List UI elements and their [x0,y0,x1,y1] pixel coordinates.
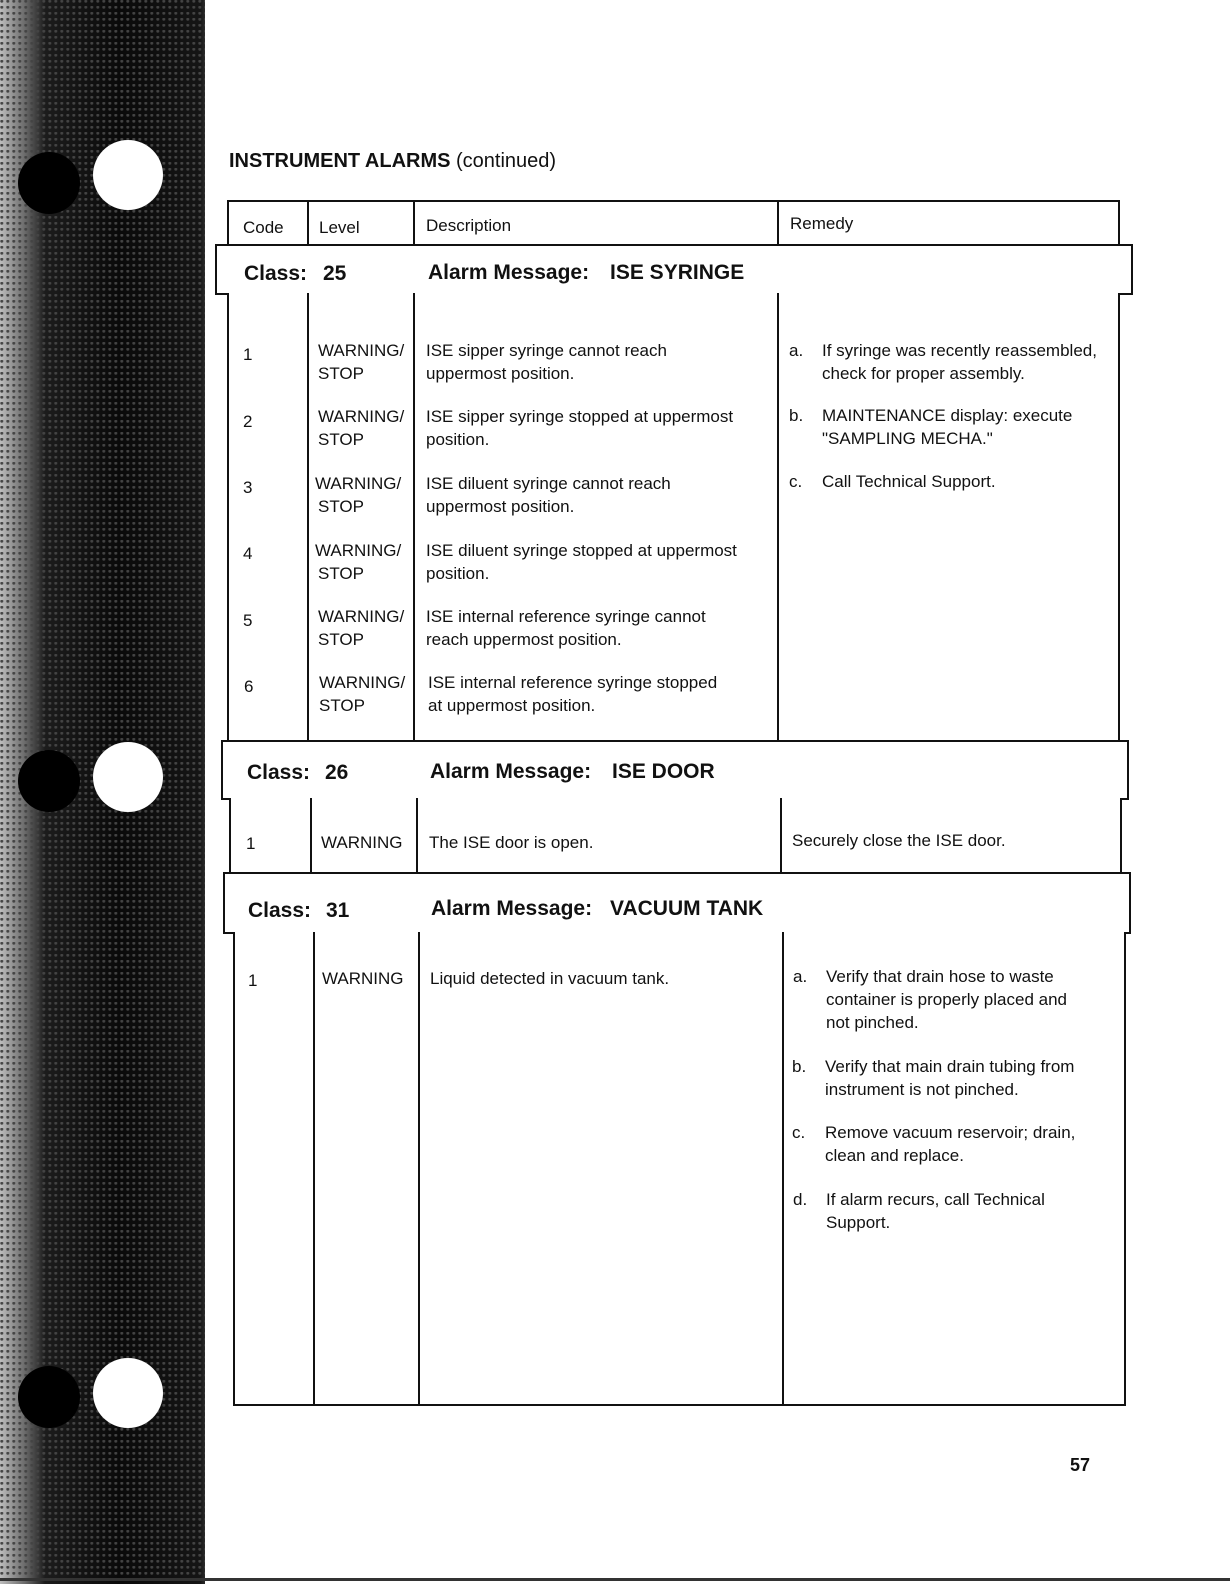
row-level: WARNING/ STOP [319,673,406,715]
remedy-item: c. Remove vacuum reservoir; drain, clean and replace. [792,1123,1076,1165]
header-remedy: Remedy [790,214,854,233]
row-description: ISE internal reference syringe cannot reach uppermost position. [426,607,706,649]
class-number: 25 [323,262,347,285]
class-label: Class: [247,761,311,784]
row-level: WARNING/ STOP [318,407,405,449]
remedy-item: a. Verify that drain hose to waste container is properly placed and not pinched. [793,967,1067,1032]
class-number: 26 [325,761,349,784]
alarm-label: Alarm Message: [431,897,593,920]
remedy-item: d. If alarm recurs, call Technical Support. [793,1190,1045,1232]
punch-hole-middle [93,742,163,812]
row-description: The ISE door is open. [429,833,594,852]
row-description: ISE sipper syringe stopped at uppermost position. [426,407,734,449]
punch-hole-shadow-middle [18,750,80,812]
page-number: 57 [1070,1455,1091,1475]
row-code: 5 [243,611,253,630]
row-code: 1 [243,345,253,364]
page-title: INSTRUMENT ALARMS (continued) [229,150,557,172]
row-description: ISE diluent syringe stopped at uppermost position. [426,541,737,583]
row-level: WARNING/ STOP [318,341,405,383]
row-code: 6 [244,677,254,696]
alarm-message: ISE SYRINGE [610,261,745,284]
remedy-item: b. Verify that main drain tubing from instrument is not pinched. [792,1057,1075,1099]
row-description: ISE sipper syringe cannot reach uppermost position. [426,341,667,383]
row-level: WARNING/ STOP [318,607,405,649]
class-label: Class: [244,262,308,285]
alarm-label: Alarm Message: [428,261,590,284]
row-code: 1 [246,834,256,853]
row-description: ISE internal reference syringe stopped at uppermost position. [428,673,718,715]
remedy-item: a. If syringe was recently reassembled, check for proper assembly. [789,341,1097,383]
punch-hole-shadow-top [18,152,80,214]
header-code: Code [243,218,284,237]
row-code: 4 [243,544,253,563]
class-26-bar [221,740,1129,800]
class-label: Class: [248,899,312,922]
class-25-bar [215,244,1133,295]
class-number: 31 [326,899,350,922]
punch-hole-bottom [93,1358,163,1428]
alarm-message: VACUUM TANK [610,897,764,920]
row-remedy: Securely close the ISE door. [792,831,1006,850]
header-level: Level [319,218,360,237]
alarm-message: ISE DOOR [612,760,715,783]
row-code: 3 [243,478,253,497]
punch-hole-top [93,140,163,210]
row-code: 1 [248,971,258,990]
row-level: WARNING [321,833,403,852]
row-description: Liquid detected in vacuum tank. [430,969,670,988]
page-bottom-edge [0,1578,1230,1581]
row-level: WARNING/ STOP [315,474,402,516]
row-description: ISE diluent syringe cannot reach uppermost position. [426,474,671,516]
table-header-row [227,200,1120,246]
alarm-label: Alarm Message: [430,760,592,783]
row-level: WARNING [322,969,404,988]
class-31-bar [223,872,1131,934]
remedy-item: b. MAINTENANCE display: execute "SAMPLING MECHA." [789,406,1073,448]
row-code: 2 [243,412,253,431]
row-level: WARNING/ STOP [315,541,402,583]
remedy-item: c. Call Technical Support. [789,472,996,491]
header-description: Description [426,216,512,235]
punch-hole-shadow-bottom [18,1366,80,1428]
